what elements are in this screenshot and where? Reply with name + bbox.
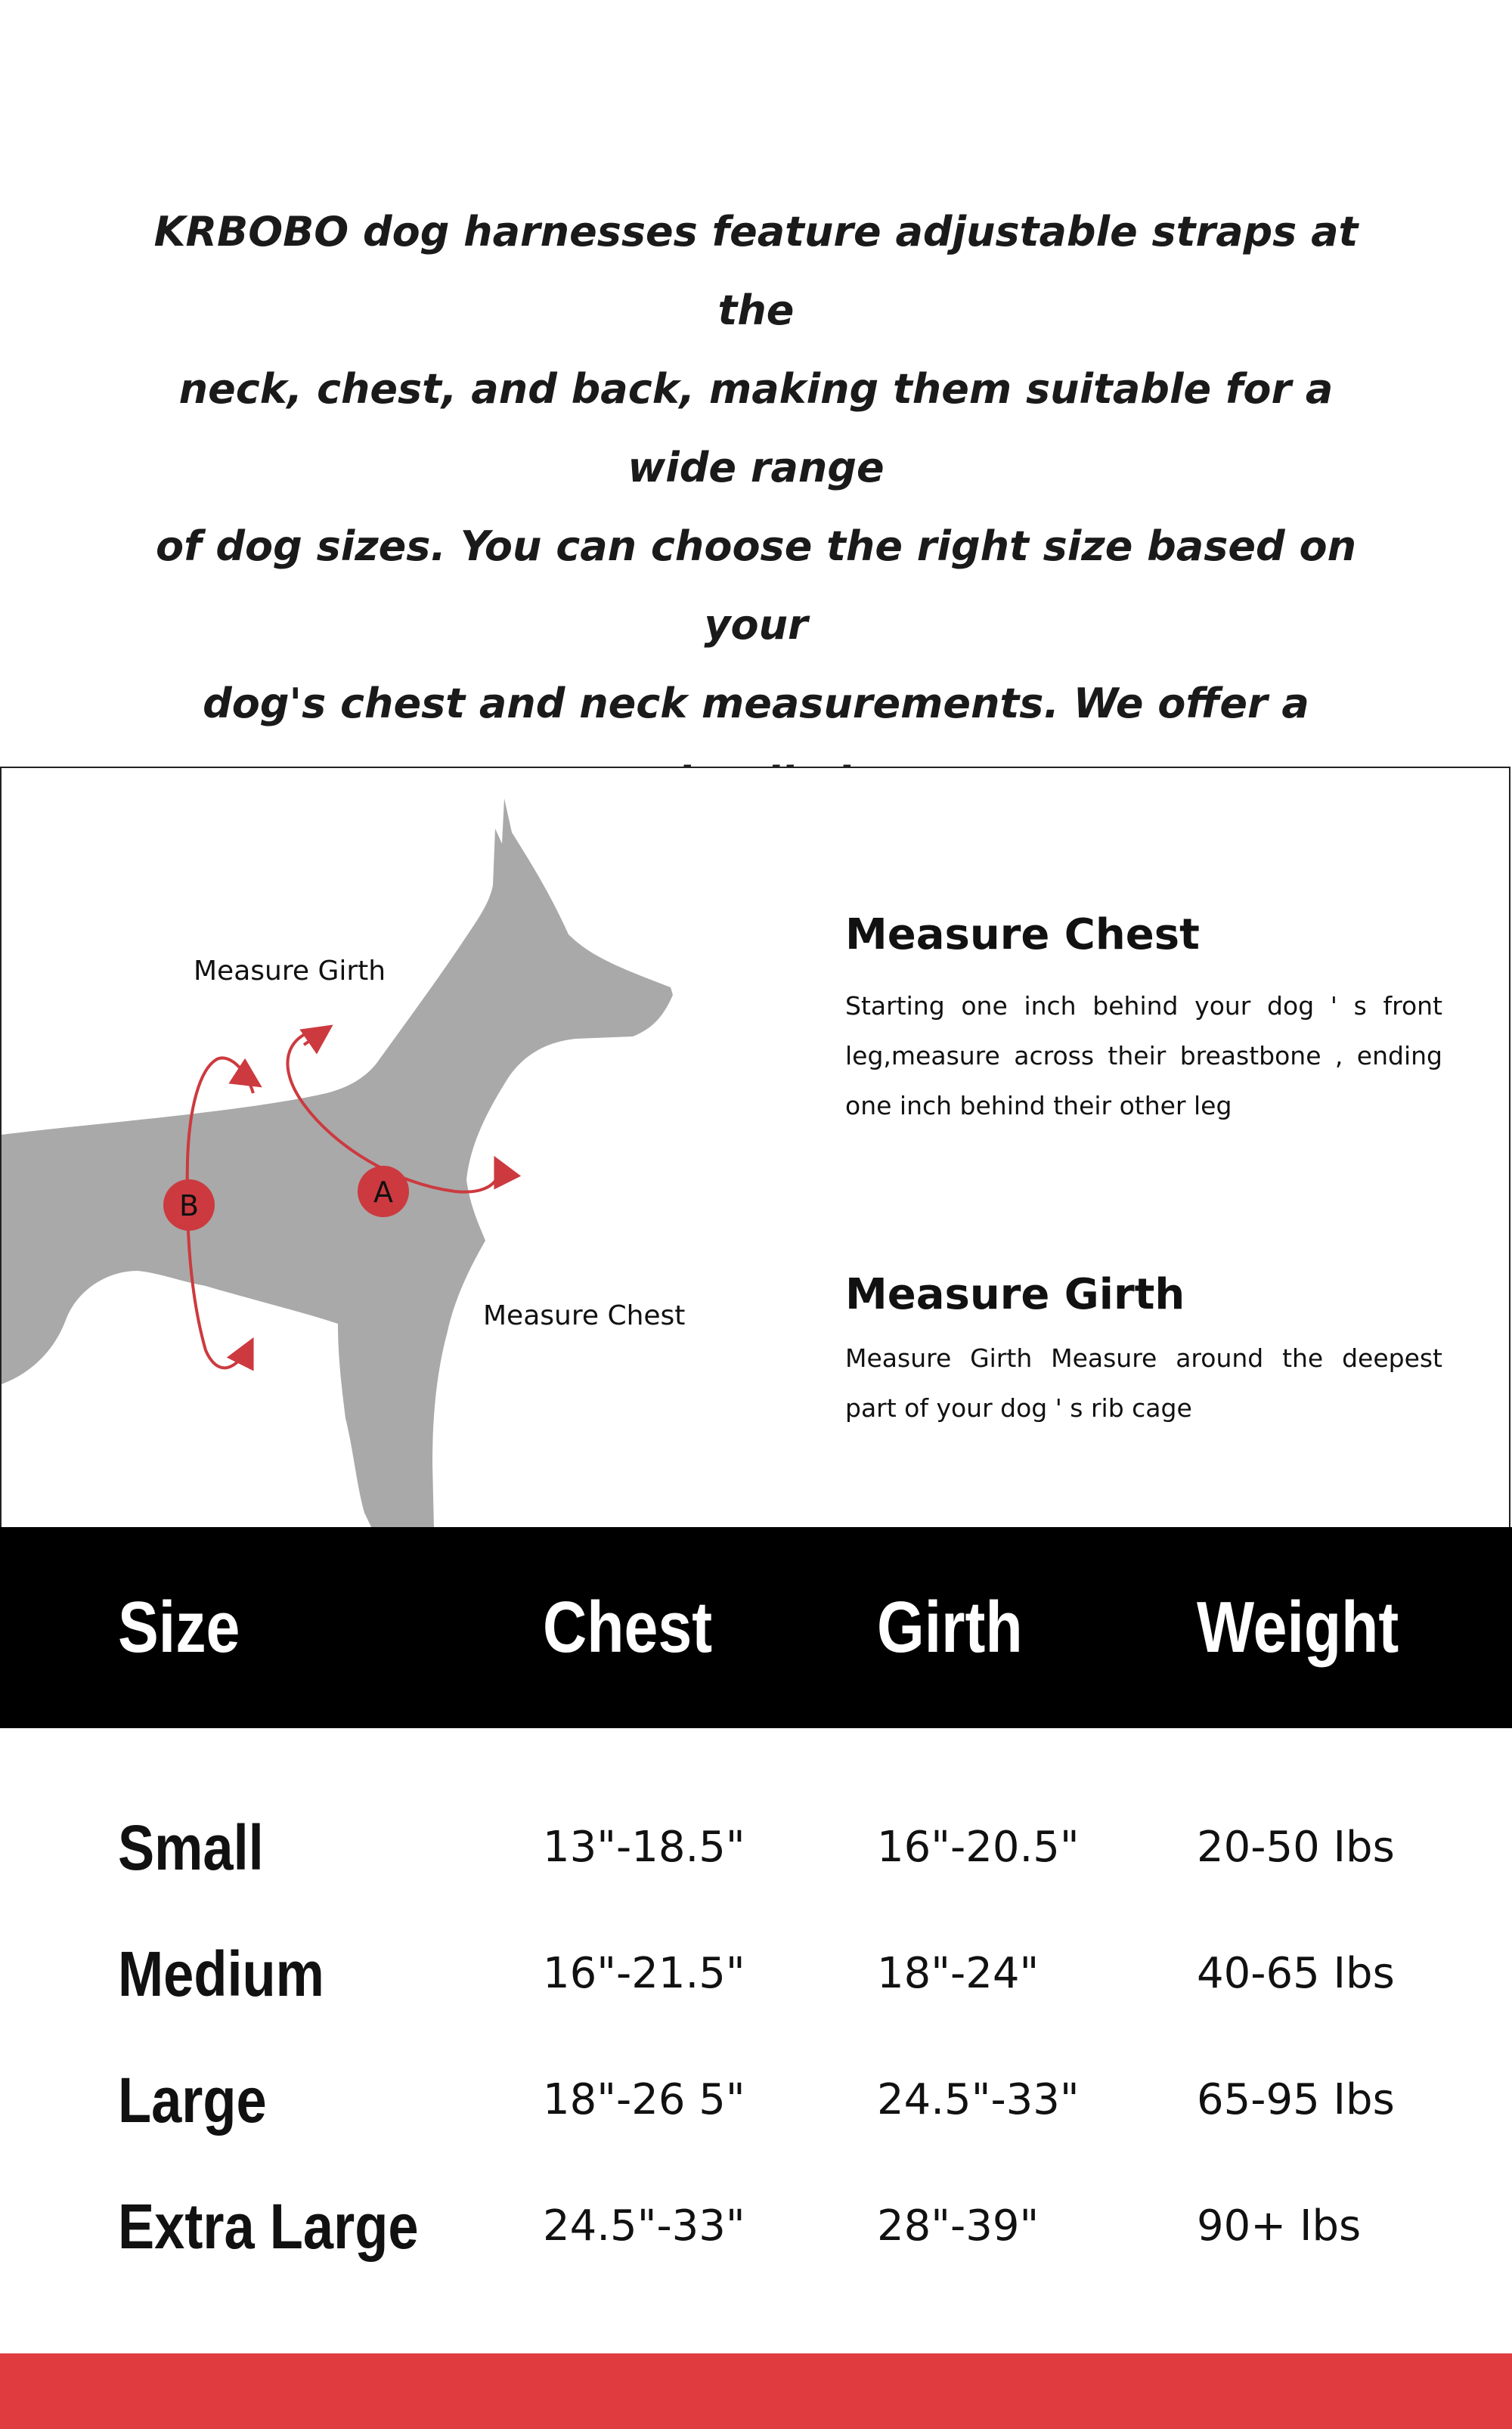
weight-cell: 90+ Ibs bbox=[1197, 2201, 1362, 2251]
table-row bbox=[0, 1787, 1512, 1908]
column-header-size: Size bbox=[118, 1587, 240, 1668]
measure-girth-label: Measure Girth bbox=[194, 956, 386, 987]
weight-cell: 20-50 Ibs bbox=[1197, 1823, 1395, 1872]
measurement-guide-panel bbox=[0, 767, 1510, 1527]
measure-girth-title: Measure Girth bbox=[845, 1270, 1185, 1319]
column-header-weight: Weight bbox=[1197, 1587, 1399, 1668]
measure-chest-description: Starting one inch behind your dog ' s front leg,measure across their breastbone , ending one inch behind their other leg bbox=[845, 991, 1442, 1120]
weight-cell: 40-65 Ibs bbox=[1197, 1949, 1395, 1998]
dog-silhouette-icon bbox=[2, 798, 673, 1527]
chest-cell: 16"-21.5" bbox=[543, 1949, 745, 1998]
measure-chest-title: Measure Chest bbox=[845, 910, 1200, 959]
chest-cell: 18"-26 5" bbox=[543, 2075, 745, 2124]
column-header-chest: Chest bbox=[543, 1587, 713, 1668]
intro-line: of dog sizes. You can choose the right size based on your bbox=[155, 522, 1357, 649]
intro-line: neck, chest, and back, making them suitable for a wide range bbox=[178, 365, 1334, 491]
chest-cell: 13"-18.5" bbox=[543, 1823, 745, 1872]
size-cell: Large bbox=[118, 2065, 267, 2136]
table-row bbox=[0, 1913, 1512, 2034]
table-row bbox=[0, 2166, 1512, 2287]
size-cell: Extra Large bbox=[118, 2191, 419, 2262]
girth-cell: 24.5"-33" bbox=[877, 2075, 1080, 2124]
size-cell: Medium bbox=[118, 1938, 324, 2009]
size-table-header bbox=[0, 1527, 1512, 1728]
marker-b-label: B bbox=[178, 1189, 200, 1222]
intro-line: KRBOBO dog harnesses feature adjustable straps at the bbox=[153, 208, 1359, 334]
girth-cell: 28"-39" bbox=[877, 2201, 1040, 2251]
measure-girth-description: Measure Girth Measure around the deepest part of your dog ' s rib cage bbox=[845, 1343, 1442, 1423]
bottom-accent-bar bbox=[0, 2353, 1512, 2429]
table-row bbox=[0, 2040, 1512, 2161]
weight-cell: 65-95 Ibs bbox=[1197, 2075, 1395, 2124]
marker-a-label: A bbox=[373, 1176, 393, 1209]
size-cell: Small bbox=[118, 1812, 264, 1883]
intro-line: dog's chest and neck measurements. We offer a bbox=[203, 680, 1309, 727]
girth-cell: 18"-24" bbox=[877, 1949, 1040, 1998]
column-header-girth: Girth bbox=[877, 1587, 1023, 1668]
girth-cell: 16"-20.5" bbox=[877, 1823, 1080, 1872]
measure-chest-label: Measure Chest bbox=[483, 1300, 686, 1331]
chest-cell: 24.5"-33" bbox=[543, 2201, 745, 2251]
